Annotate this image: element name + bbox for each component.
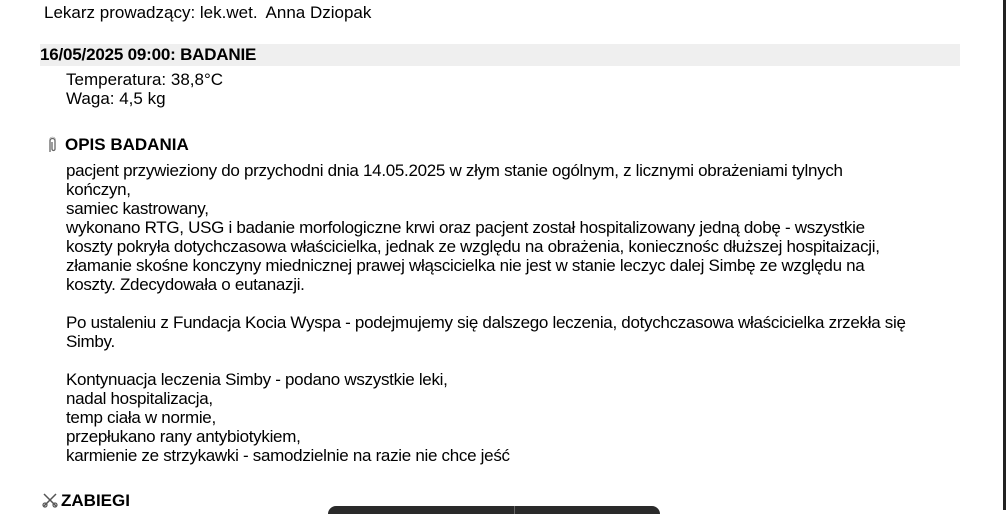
description-line: Kontynuacja leczenia Simby - podano wszystkie leki, [66,370,448,389]
description-line: przepłukano rany antybiotykiem, [66,427,301,446]
exam-description [66,161,966,465]
description-line: karmienie ze strzykawki - samodzielnie na razie nie chce jeść [66,446,510,465]
description-line: Simby. [66,332,115,351]
vitals [66,70,223,108]
scissors-icon [42,492,56,510]
section-title-zabiegi: ZABIEGI [61,491,130,510]
visit-header: 16/05/2025 09:00: BADANIE [40,44,960,66]
description-line: kończyn, [66,180,131,199]
paragraph-gap [66,294,966,313]
section-zabiegi [42,491,130,511]
doctor-label: Lekarz prowadzący: lek.wet. [44,3,258,22]
description-line: złamanie skośne konczyny miednicznej prawej włąscicielka nie jest w stanie leczyc dalej Simbę ze względu na [66,256,865,275]
description-line: wykonano RTG, USG i badanie morfologiczne krwi oraz pacjent został hospitalizowany jedną dobę - wszystkie [66,218,865,237]
description-line: koszty. Zdecydowała o eutanazji. [66,275,305,294]
section-title-opis: OPIS BADANIA [65,135,189,154]
attending-doctor [44,3,371,23]
description-line: samiec kastrowany, [66,199,209,218]
paperclip-icon [46,136,60,154]
paragraph-gap [66,351,966,370]
description-line: pacjent przywieziony do przychodni dnia 14.05.2025 w złym stanie ogólnym, z licznymi obrażeniami tylnych [66,161,843,180]
temperature-value: Temperatura: 38,8°C [66,70,224,89]
weight-value: Waga: 4,5 kg [66,89,166,108]
description-line: Po ustaleniu z Fundacja Kocia Wyspa - podejmujemy się dalszego leczenia, dotychczasowa właścicielka zrzekła się [66,313,906,332]
floating-toolbar[interactable] [328,506,660,514]
description-line: nadal hospitalizacja, [66,389,213,408]
section-opis-badania [46,135,189,155]
description-line: temp ciała w normie, [66,408,216,427]
doctor-name: Anna Dziopak [265,3,372,22]
description-line: koszty pokryła dotychczasowa właścicielka, jednak ze względu na obrażenia, koniecznośc dłuższej hospitaizacji, [66,237,880,256]
